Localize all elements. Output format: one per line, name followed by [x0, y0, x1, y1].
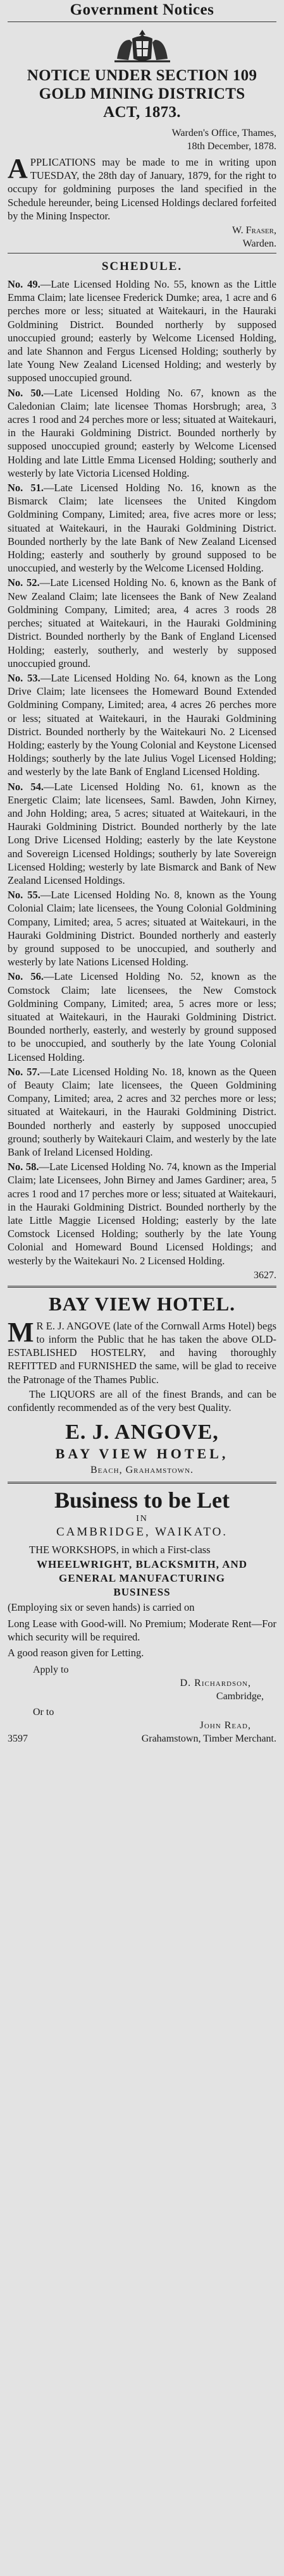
royal-crest-icon: [8, 27, 276, 63]
hotel-ad-body-2: The LIQUORS are all of the finest Brands, and can be confidently recommended as of the very best Quality.: [8, 1388, 276, 1414]
business-ad-p3: Long Lease with Good-will. No Premium; Moderate Rent—For which security will be required.: [8, 1617, 276, 1643]
divider: [8, 1482, 276, 1484]
schedule-entry: No. 49.—Late Licensed Holding No. 55, known as the Little Emma Claim; late licensee Frederick Dumke; area, 1 acre and 6 perches more or less; situated at Waitekauri, in the Hauraki Goldmining District. Bounded northerly by supposed unoccupied ground; easterly by Welcome Licensed Holding, and late Shannon and Fergus Licensed Holding; southerly by late Young New Zealand Licensed Holding; and westerly by supposed unoccupied ground.: [8, 278, 276, 384]
divider: [8, 21, 276, 22]
schedule-entry: No. 55.—Late Licensed Holding No. 8, known as the Young Colonial Claim; late licensees, the Young Colonial Goldmining Company, Limited; area, 5 acres; situated at Waitekauri, in the Hauraki Goldmining District. Bounded northerly and easterly by ground supposed to be unoccupied, and southerly and westerly by late Nations Licensed Holding.: [8, 889, 276, 968]
notice-title: NOTICE UNDER SECTION 109 GOLD MINING DISTRICTS ACT, 1873.: [27, 67, 257, 121]
section-title: Government Notices: [70, 1, 214, 18]
schedule-entry: No. 51.—Late Licensed Holding No. 16, known as the Bismarck Claim; late licensees the United Kingdom Goldmining Company, Limited; area, five acres more or less; situated at Waitekauri, in the Hauraki Goldmining District. Bounded northerly by the late Bank of New Zealand Licensed Holding; easterly and southerly by ground supposed to be unoccupied, and westerly by the Welcome Licensed Holding.: [8, 482, 276, 575]
hotel-place: Beach, Grahamstown.: [90, 1465, 194, 1476]
schedule-entry: No. 53.—Late Licensed Holding No. 64, known as the Long Drive Claim; late licensees the Homeward Bound Extended Goldmining Company, Limited; area, 4 acres 26 perches more or less; situated at Waitekauri, in the Hauraki Goldmining District. Bounded northerly by the Waitekauri No. 2 Licensed Holding; easterly by the Young Colonial and Keystone Licensed Holdings; southerly by the late Julius Vogel Licensed Holding; and westerly by the late Bank of England Licensed Holding.: [8, 671, 276, 778]
schedule-entry: No. 57.—Late Licensed Holding No. 18, known as the Queen of Beauty Claim; late licensees, the Queen Goldmining Company, Limited; area, 2 acres and 32 perches more or less; situated at Waitekauri, in the Hauraki Goldmining District. Bounded northerly and easterly by supposed unoccupied ground; southerly by Waitekauri Claim, and westerly by the late Bank of Ireland Licensed Holding.: [8, 1065, 276, 1159]
business-footer-line: 3597 Grahamstown, Timber Merchant.: [8, 1733, 276, 1745]
business-ad-p1: THE WORKSHOPS, in which a First-class: [29, 1544, 211, 1556]
schedule-entry: No. 52.—Late Licensed Holding No. 6, known as the Bank of New Zealand Claim; late licensees the Bank of New Zealand Goldmining Company, Limited; area, 4 acres 3 roods 28 perches; situated at Waitekauri, in the Hauraki Goldmining District. Bounded northerly by the Bank of England Licensed Holding; easterly, southerly, and westerly by supposed unoccupied ground.: [8, 577, 276, 669]
business-ad-p2: (Employing six or seven hands) is carried on: [8, 1601, 195, 1614]
dateline: Warden's Office, Thames, 18th December, 1878.: [171, 128, 276, 152]
notice-code: 3627.: [254, 1269, 276, 1281]
business-contacts: Apply to D. Richardson, Cambridge, Or to John Read, 3597 Grahamstown, Timber Merchant.: [8, 1664, 276, 1745]
schedule-entry: No. 56.—Late Licensed Holding No. 52, known as the Comstock Claim; late licensees, the New Comstock Goldmining Company, Limited; area, 5 acres more or less; situated at Waitekauri, in the Hauraki Goldmining District. Bounded northerly, easterly, and westerly by ground supposed to be unoccupied, and southerly by the late Young Colonial Licensed Holding.: [8, 970, 276, 1063]
schedule-heading: SCHEDULE.: [101, 260, 183, 274]
hotel-ad-body: M R E. J. ANGOVE (late of the Cornwall Arms Hotel) begs to inform the Public that he has taken the above OLD-ESTABLISHED HOSTELRY, and having thoroughly REFITTED and FURNISHED the same, will be glad to receive the Patronage of the Thames Public.: [8, 1316, 276, 1386]
divider: [8, 1286, 276, 1288]
schedule-entry: No. 54.—Late Licensed Holding No. 61, known as the Energetic Claim; late licensees, Saml. Bawden, John Kirney, and John Holding; area, 5 acres; situated at Waitekauri, in the Hauraki Goldmining District. Bounded northerly by the late Long Drive Licensed Holding; easterly by the late Keystone and Sovereign Licensed Holdings; southerly by late Sovereign Licensed Holding; westerly by late Bismarck and Bank of New Zealand Licensed Holdings.: [8, 780, 276, 886]
schedule-entry: No. 50.—Late Licensed Holding No. 67, known as the Caledonian Claim; late licensee Thomas Horsbrugh; area, 3 acres 1 rood and 24 perches more or less; situated at Waitekauri, in the Hauraki Goldmining District. Bounded northerly by supposed unoccupied ground; easterly by Welcome Licensed Holding and late Little Emma Licensed Holding; southerly and westerly by late Victoria Licensed Holding.: [8, 386, 276, 479]
business-ad-title: Business to be Let: [54, 1487, 230, 1513]
hotel-ad-title: BAY VIEW HOTEL.: [49, 1292, 235, 1315]
business-trade: WHEELWRIGHT, BLACKSMITH, AND GENERAL MANUFACTURING BUSINESS: [36, 1558, 248, 1599]
business-ad-code: 3597: [8, 1733, 28, 1745]
drop-cap: M: [8, 1316, 34, 1348]
schedule-entry: No. 58.—Late Licensed Holding No. 74, known as the Imperial Claim; late Licensees, John Birney and James Gardiner; area, 5 acres 1 rood and 17 perches more or less; situated at Waitekauri, in the Hauraki Goldmining District. Bounded northerly by the late Little Maggie Licensed Holding; easterly by the late Comstock Licensed Holding; southerly by the late Young Colonial and Homeward Bound Licensed Holdings; and westerly by the Waitekauri No. 2 Licensed Holding.: [8, 1161, 277, 1267]
notices-column: [8, 0, 276, 1745]
hotel-name: BAY VIEW HOTEL,: [55, 1446, 229, 1462]
signature: W. Fraser, Warden.: [232, 225, 276, 250]
schedule-list: [8, 278, 276, 1267]
business-ad-in: IN: [136, 1514, 148, 1524]
business-ad-place: CAMBRIDGE, WAIKATO.: [56, 1525, 228, 1539]
business-ad-p4: A good reason given for Letting.: [8, 1647, 144, 1659]
notice-intro: APPLICATIONS may be made to me in writing upon TUESDAY, the 28th day of January, 1879, for the right to occupy for goldmining purposes the land specified in the Schedule hereunder, being Licensed Holdings declared forfeited by the Mining Inspector.: [8, 153, 276, 222]
drop-cap: A: [8, 153, 28, 184]
proprietor-name: E. J. ANGOVE,: [65, 1420, 219, 1444]
